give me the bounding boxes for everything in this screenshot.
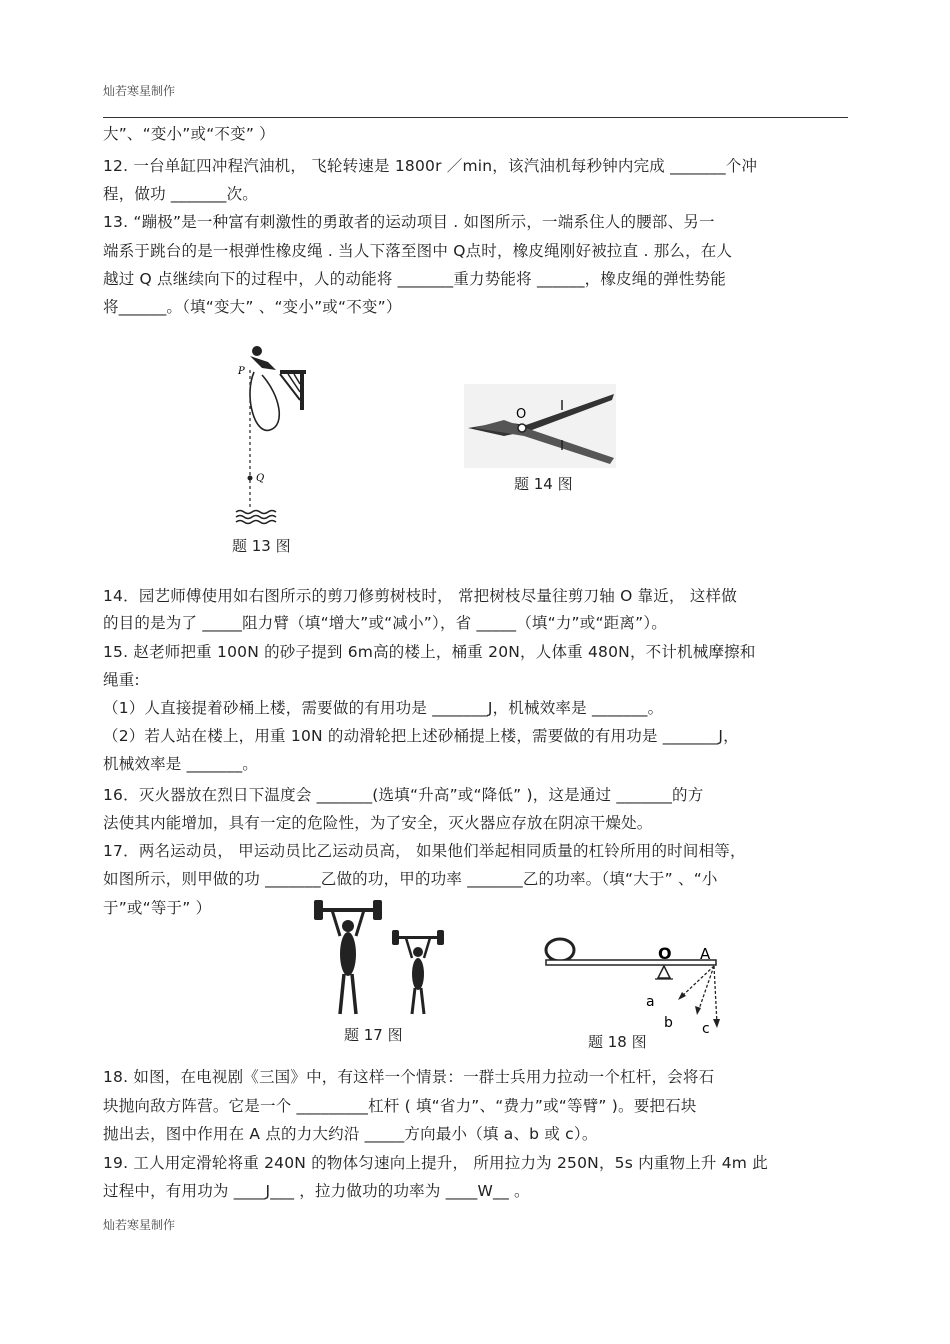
text-line: 15. 赵老师把重 100N 的砂子提到 6m高的楼上，桶重 20N，人体重 480N，不计机械摩擦和: [103, 643, 756, 661]
text-line: 12. 一台单缸四冲程汽油机， 飞轮转速是 1800r ／min，该汽油机每秒钟内完成 _______个冲: [103, 157, 758, 175]
weightlifters-figure: [312, 896, 452, 1020]
label-o: O: [658, 944, 672, 963]
text-line: 13. “蹦极”是一种富有刺激性的勇敢者的运动项目 . 如图所示，一端系住人的腰部、另一: [103, 213, 715, 231]
shears-figure: [464, 384, 616, 468]
figure-caption: 题 13 图: [232, 537, 291, 555]
label-o: O: [516, 407, 527, 422]
figure-caption: 题 18 图: [588, 1033, 647, 1051]
label-b: b: [664, 1015, 673, 1031]
label-a-point: A: [700, 945, 711, 963]
text-line: 越过 Q 点继续向下的过程中，人的动能将 _______重力势能将 ______，橡皮绳的弹性势能: [103, 270, 726, 288]
text-line: 16．灭火器放在烈日下温度会 _______(选填“升高”或“降低” )，这是通过 _______的方: [103, 786, 704, 804]
label-a: a: [646, 994, 655, 1010]
label-q: Q: [256, 473, 265, 484]
text-line: 块抛向敌方阵营。它是一个 _________杠杆 ( 填“省力”、“费力”或“等臂” )。要把石块: [103, 1097, 697, 1115]
text-line: 绳重:: [103, 671, 140, 689]
text-line: （2）若人站在楼上，用重 10N 的动滑轮把上述砂桶提上楼，需要做的有用功是 _______J，: [103, 727, 739, 745]
figure-caption: 题 14 图: [514, 475, 573, 493]
text-line: 17．两名运动员， 甲运动员比乙运动员高， 如果他们举起相同质量的杠铃所用的时间相等，: [103, 842, 746, 860]
text-line: 法使其内能增加，具有一定的危险性，为了安全，灭火器应存放在阴凉干燥处。: [103, 814, 653, 832]
page-footer: 灿若寒星制作: [103, 1218, 176, 1232]
text-line: 18. 如图，在电视剧《三国》中，有这样一个情景：一群士兵用力拉动一个杠杆，会将石: [103, 1068, 715, 1086]
label-c: c: [702, 1021, 710, 1037]
text-line: 大”、“变小”或“不变” ）: [103, 125, 275, 143]
bungee-figure: [228, 340, 318, 530]
header-rule: [103, 117, 848, 118]
text-line: 机械效率是 _______。: [103, 755, 258, 773]
text-line: 如图所示，则甲做的功 _______乙做的功，甲的功率 _______乙的功率。（填“大于” 、“小: [103, 870, 718, 888]
figure-caption: 题 17 图: [344, 1026, 403, 1044]
text-line: （1）人直接提着砂桶上楼，需要做的有用功是 _______J，机械效率是 _______。: [103, 699, 664, 717]
text-line: 19. 工人用定滑轮将重 240N 的物体匀速向上提升， 所用拉力为 250N，5s 内重物上升 4m 此: [103, 1154, 768, 1172]
text-line: 程，做功 _______次。: [103, 185, 258, 203]
text-line: 端系于跳台的是一根弹性橡皮绳 . 当人下落至图中 Q点时，橡皮绳刚好被拉直 . 那么，在人: [103, 242, 733, 260]
lever-figure: [540, 932, 730, 1037]
text-line: 将______。（填“变大” 、“变小”或“不变”）: [103, 298, 402, 316]
text-line: 过程中，有用功为 ____J___ ，拉力做功的功率为 ____W__ 。: [103, 1182, 530, 1200]
label-p: P: [238, 366, 245, 377]
text-line: 于”或“等于” ）: [103, 899, 212, 917]
text-line: 抛出去，图中作用在 A 点的力大约沿 _____方向最小（填 a、b 或 c）。: [103, 1125, 598, 1143]
page-header: 灿若寒星制作: [103, 84, 176, 98]
text-line: 的目的是为了 _____阻力臂（填“增大”或“减小”），省 _____（填“力”或“距离”）。: [103, 614, 667, 632]
text-line: 14．园艺师傅使用如右图所示的剪刀修剪树枝时， 常把树枝尽量往剪刀轴 O 靠近， 这样做: [103, 587, 737, 605]
